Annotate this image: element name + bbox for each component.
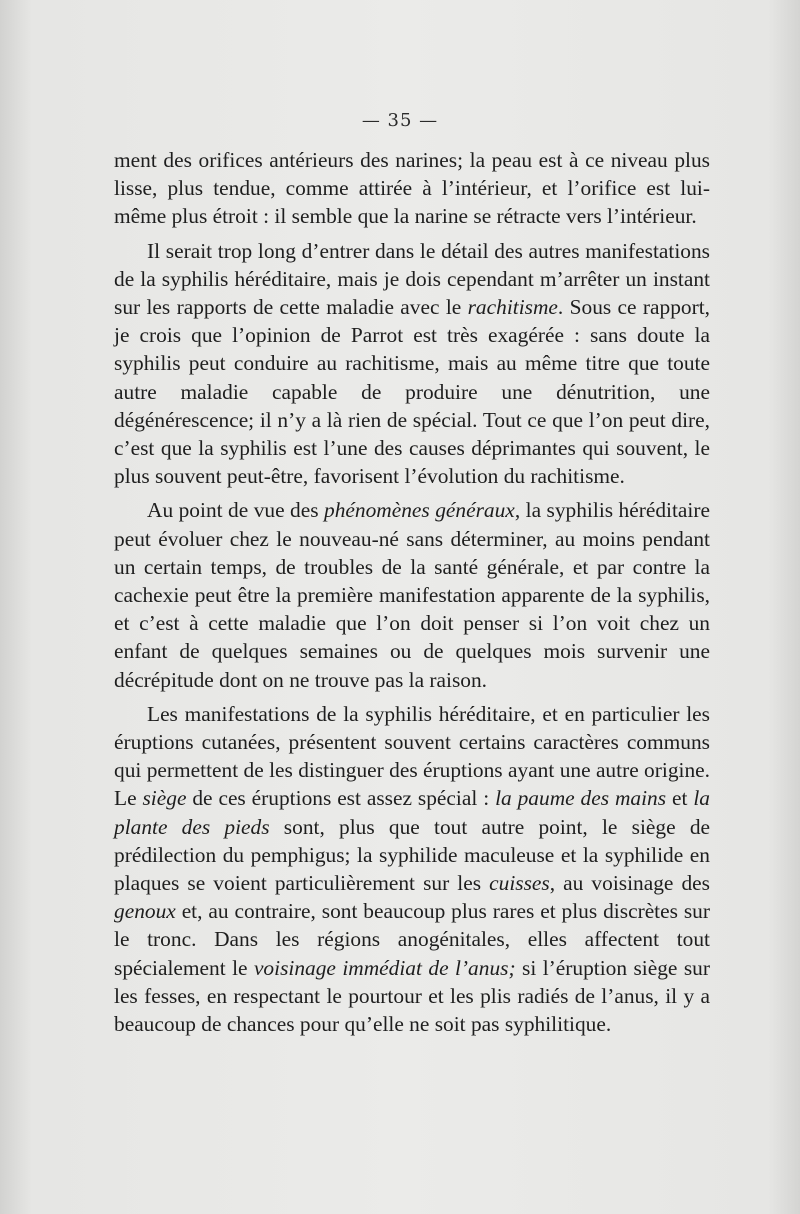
paragraph-3-text-a: Au point de vue des bbox=[147, 498, 325, 523]
body-text bbox=[114, 146, 710, 1038]
term-paume-des-mains: la paume des mains bbox=[495, 786, 667, 811]
paragraph-4 bbox=[114, 700, 710, 1038]
paragraph-4-text-d: sont, plus que tout autre point, le siège de prédilection du pemphigus; la syphilide maculeuse et la syphilide en plaques se voient particulièrement sur les bbox=[114, 814, 711, 896]
paragraph-4-text-a: Les manifestations de la syphilis héréditaire, et en particulier les éruptions cutanées, présentent souvent certains caractères communs qui permettent de les distinguer des éruptions ayant une autre origine. Le bbox=[114, 701, 710, 811]
paragraph-1 bbox=[114, 146, 710, 231]
term-rachitisme: rachitisme bbox=[467, 295, 558, 320]
term-plante-des-pieds: la plante des pieds bbox=[114, 786, 710, 839]
term-siege: siège bbox=[142, 786, 187, 811]
paragraph-4-text-c: et bbox=[666, 786, 694, 811]
paragraph-4-text-g: si l’éruption siège sur les fesses, en respectant le pourtour et les plis radiés de l’anus, il y a beaucoup de chances pour qu’elle ne soit pas syphilitique. bbox=[114, 955, 710, 1037]
term-genoux: genoux bbox=[114, 899, 176, 924]
page-number: — 35 — bbox=[361, 110, 439, 131]
paragraph-2-text-b: . Sous ce rapport, je crois que l’opinion de Parrot est très exagérée : sans doute la syphilis peut conduire au rachitisme, mais au même titre que toute autre maladie capable de produire une dénutrition, une dégénérescence; il n’y a là rien de spécial. Tout ce que l’on peut dire, c’est que la syphilis est l’une des causes déprimantes qui souvent, le plus souvent peut-être, favorisent l’évolution du rachitisme. bbox=[114, 295, 711, 489]
paragraph-2 bbox=[114, 237, 710, 491]
paragraph-4-text-e: , au voisinage des bbox=[549, 871, 711, 896]
term-phenomenes-generaux: phénomènes généraux bbox=[324, 498, 515, 523]
paragraph-1-text: ment des orifices antérieurs des narines; la peau est à ce niveau plus lisse, plus tendue, comme attirée à l’intérieur, et l’orifice est lui-même plus étroit : il semble que la narine se rétracte vers l’intérieur. bbox=[114, 148, 710, 229]
term-voisinage-immediat: voisinage immédiat de l’anus; bbox=[253, 955, 516, 980]
term-cuisses: cuisses bbox=[489, 871, 550, 896]
paragraph-4-text-f: et, au contraire, sont beaucoup plus rares et plus discrètes sur le tronc. Dans les régions anogénitales, elles affectent tout spécialement le bbox=[114, 899, 710, 980]
paragraph-3-text-b: , la syphilis héréditaire peut évoluer chez le nouveau-né sans déterminer, au moins pendant un certain temps, de troubles de la santé générale, et par contre la cachexie peut être la première manifestation apparente de la syphilis, et c’est à cette maladie que l’on doit penser si l’on voit chez un enfant de quelques semaines ou de quelques mois survenir une décrépitude dont on ne trouve pas la raison. bbox=[114, 498, 710, 692]
paragraph-4-text-b: de ces éruptions est assez spécial : bbox=[186, 786, 496, 811]
paragraph-2-text-a: Il serait trop long d’entrer dans le détail des autres manifestations de la syphilis héréditaire, mais je dois cependant m’arrêter un instant sur les rapports de cette maladie avec le bbox=[114, 238, 710, 320]
paragraph-3 bbox=[114, 496, 710, 693]
